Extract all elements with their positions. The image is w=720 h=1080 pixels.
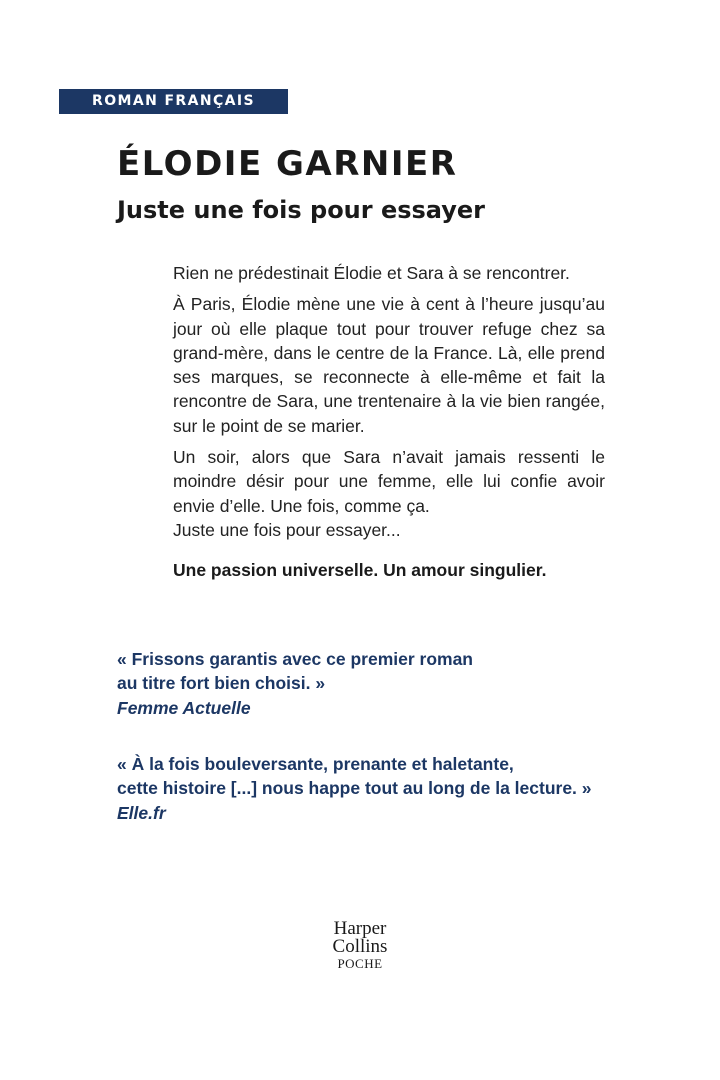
publisher-logo-line-3: POCHE xyxy=(337,956,383,971)
tagline: Une passion universelle. Un amour singulier. xyxy=(173,560,547,580)
quote-2-source: Elle.fr xyxy=(117,802,166,823)
author-name: ÉLODIE GARNIER xyxy=(117,144,458,184)
blurb-paragraph-1: Rien ne prédestinait Élodie et Sara à se rencontrer. xyxy=(173,263,570,283)
blurb-paragraph-3: Un soir, alors que Sara n’avait jamais ressenti le moindre désir pour une femme, elle lui confie avoir envie d’elle. Une fois, comme ça. xyxy=(173,447,605,516)
press-quote-2 xyxy=(117,752,592,825)
publisher-logo xyxy=(300,920,420,972)
press-quote-1 xyxy=(117,647,473,720)
genre-label: ROMAN FRANÇAIS xyxy=(59,89,288,114)
quote-2-line-2: cette histoire [...] nous happe tout au long de la lecture. » xyxy=(117,778,592,799)
publisher-logo-line-2: Collins xyxy=(332,936,388,957)
publisher-logo-line-1: Harper xyxy=(333,918,387,939)
blurb xyxy=(173,261,605,549)
quote-2-line-1: « À la fois bouleversante, prenante et haletante, xyxy=(117,754,514,774)
quote-1-source: Femme Actuelle xyxy=(117,697,251,718)
book-title: Juste une fois pour essayer xyxy=(117,196,486,224)
blurb-paragraph-2: À Paris, Élodie mène une vie à cent à l’heure jusqu’au jour où elle plaque tout pour trouver refuge chez sa grand-mère, dans le centre de la France. Là, elle prend ses marques, se reconnecte à elle-même et fait la rencontre de Sara, une trentenaire à la vie bien rangée, sur le point de se marier. xyxy=(173,294,605,436)
blurb-paragraph-4: Juste une fois pour essayer... xyxy=(173,519,401,540)
quote-1-line-2: au titre fort bien choisi. » xyxy=(117,673,326,694)
quote-1-line-1: « Frissons garantis avec ce premier roman xyxy=(117,649,473,669)
